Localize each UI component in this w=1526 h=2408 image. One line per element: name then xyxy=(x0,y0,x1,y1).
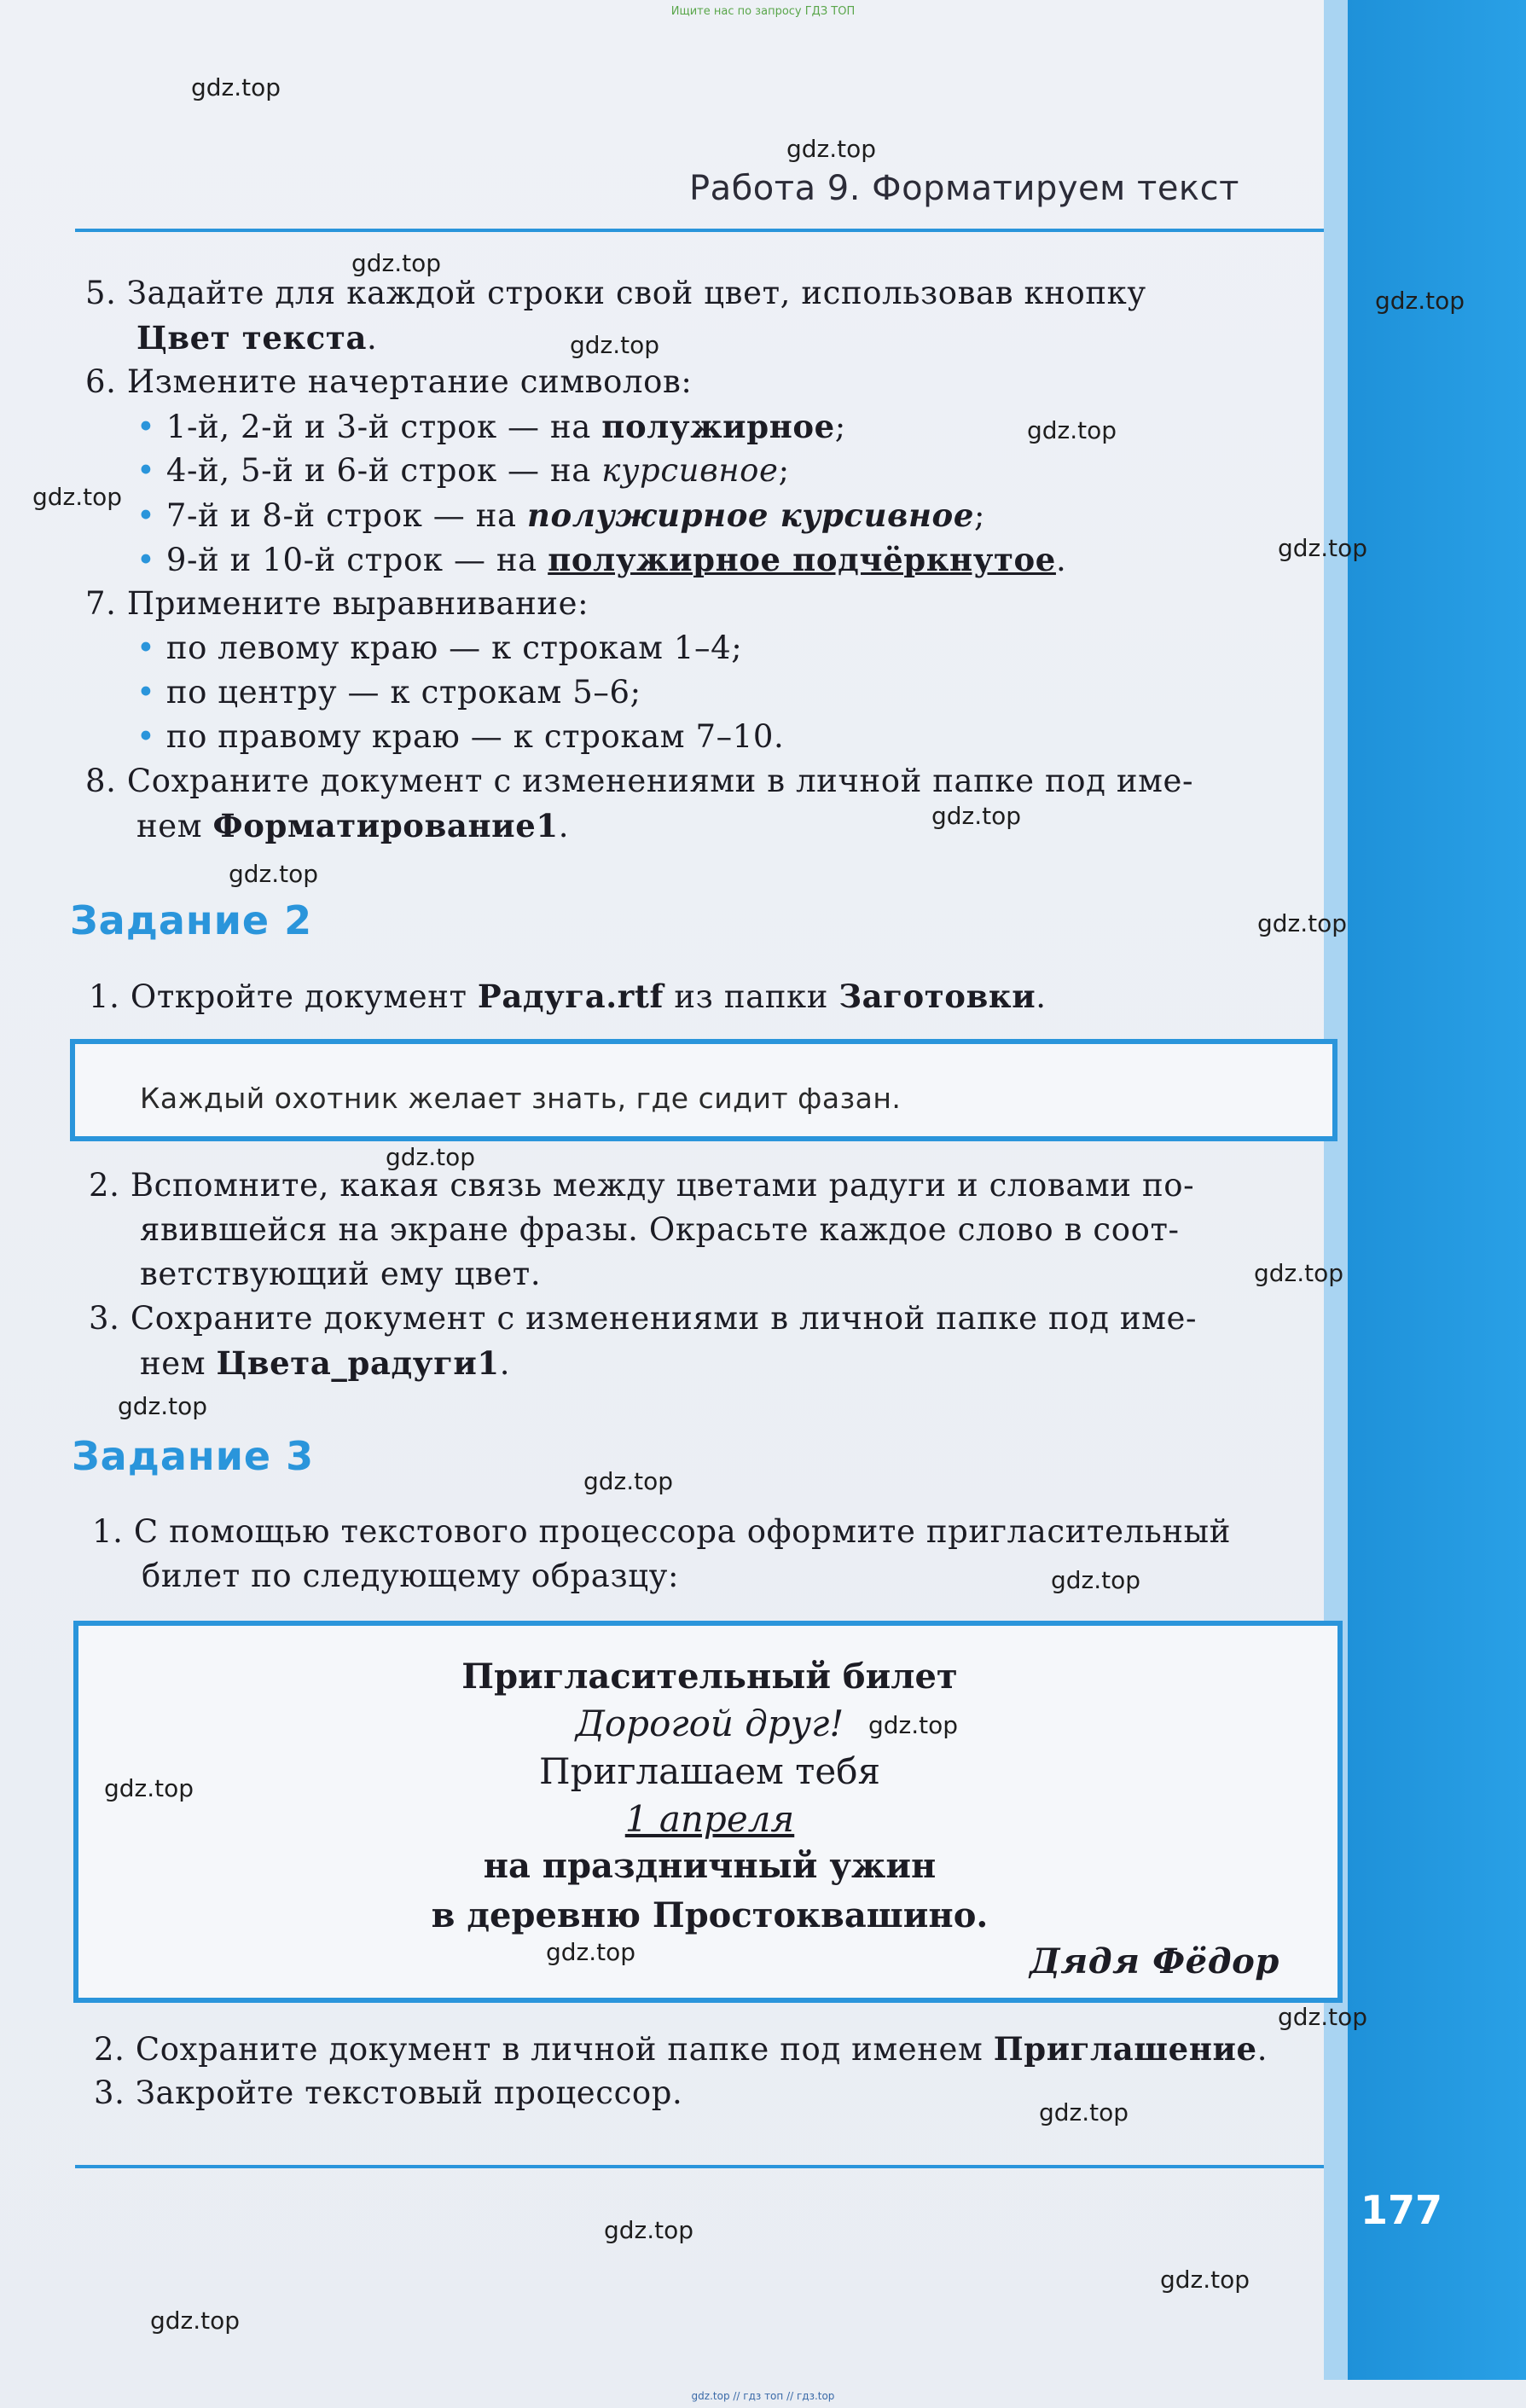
task-2-step-2-line-2: явившейся на экране фразы. Окрасьте каждое слово в соот- xyxy=(140,1211,1180,1248)
step-number: 8. xyxy=(85,763,117,799)
step-8 xyxy=(85,763,1193,799)
watermark: gdz.top xyxy=(150,2306,241,2335)
bullet-icon: • xyxy=(136,497,156,534)
task-2-step-3-cont: нем Цвета_радуги1. xyxy=(140,1344,511,1382)
step-text: нем xyxy=(140,1345,217,1382)
bullet-emph: полужирное xyxy=(601,408,835,445)
running-head: Работа 9. Форматируем текст xyxy=(689,169,1239,208)
invitation-title: Пригласительный билет xyxy=(461,1657,958,1697)
step-number: 2. xyxy=(94,2031,125,2068)
folder-name: Заготовки xyxy=(838,978,1036,1015)
step-text: Вспомните, какая связь между цветами радуги и словами по- xyxy=(130,1167,1195,1204)
watermark: gdz.top xyxy=(351,249,442,277)
watermark: gdz.top xyxy=(868,1711,959,1739)
task-2-step-1: 1. Откройте документ Радуга.rtf из папки Заготовки. xyxy=(89,978,1047,1015)
step-6 xyxy=(85,363,692,400)
bullet-align-3 xyxy=(136,718,784,755)
footer-rule xyxy=(75,2165,1324,2168)
bullet-text: по левому краю — к строкам 1–4; xyxy=(165,630,743,666)
watermark: gdz.top xyxy=(191,73,281,102)
bullet-icon: • xyxy=(136,674,156,711)
watermark: gdz.top xyxy=(1375,287,1465,315)
watermark: gdz.top xyxy=(104,1774,194,1802)
button-name: Цвет текста xyxy=(136,319,368,357)
invitation-event: на праздничный ужин xyxy=(483,1846,937,1886)
task-3-step-2: 2. Сохраните документ в личной папке под именем Приглашение. xyxy=(94,2030,1268,2068)
bullet-style-1: • 1-й, 2-й и 3-й строк — на полужирное; xyxy=(136,408,846,445)
step-8-cont: нем Форматирование1. xyxy=(136,807,570,844)
bullet-emph: полужирное курсивное xyxy=(527,496,974,534)
watermark: gdz.top xyxy=(1051,1566,1141,1594)
bullet-style-2: • 4-й, 5-й и 6-й строк — на курсивное; xyxy=(136,452,790,489)
bullet-icon: • xyxy=(136,409,156,445)
invitation-line: Приглашаем тебя xyxy=(538,1750,881,1792)
step-text: Откройте документ xyxy=(130,978,478,1015)
watermark: gdz.top xyxy=(1278,534,1368,562)
watermark: gdz.top xyxy=(1257,909,1348,937)
watermark: gdz.top xyxy=(786,135,877,163)
step-number: 5. xyxy=(85,275,117,311)
bullet-align-1 xyxy=(136,630,742,666)
step-number: 1. xyxy=(89,978,120,1015)
page-number: 177 xyxy=(1360,2187,1443,2233)
invitation-box xyxy=(73,1621,1343,2003)
watermark: gdz.top xyxy=(1254,1259,1344,1287)
task-2-step-3 xyxy=(89,1300,1197,1337)
step-number: 6. xyxy=(85,363,117,400)
bullet-emph: полужирное подчёркнутое xyxy=(548,541,1056,578)
step-7 xyxy=(85,585,589,622)
invitation-date: 1 апреля xyxy=(624,1798,795,1840)
watermark: gdz.top xyxy=(931,802,1022,830)
task-3-step-3 xyxy=(94,2074,682,2111)
bullet-align-2 xyxy=(136,674,641,711)
step-number: 1. xyxy=(92,1513,124,1550)
task-2-step-2 xyxy=(89,1167,1194,1204)
step-text: С помощью текстового процессора оформите пригласительный xyxy=(133,1513,1231,1550)
watermark: gdz.top xyxy=(1027,416,1117,444)
bullet-icon: • xyxy=(136,630,156,666)
watermark: gdz.top xyxy=(1278,2003,1368,2031)
step-number: 2. xyxy=(89,1167,120,1204)
sample-text-box xyxy=(70,1039,1337,1141)
task-3-step-1-cont: билет по следующему образцу: xyxy=(142,1558,680,1594)
bullet-style-3: • 7-й и 8-й строк — на полужирное курсивное; xyxy=(136,496,986,534)
watermark: gdz.top xyxy=(546,1938,636,1966)
step-number: 7. xyxy=(85,585,117,622)
file-name: Приглашение xyxy=(993,2030,1257,2068)
file-name: Радуга.rtf xyxy=(477,978,664,1015)
step-text: Сохраните документ в личной папке под именем xyxy=(135,2031,994,2068)
watermark: gdz.top xyxy=(32,483,123,511)
step-5-cont: Цвет текста. xyxy=(136,319,378,357)
watermark: gdz.top xyxy=(583,1467,674,1495)
invitation-place: в деревню Простоквашино. xyxy=(431,1895,989,1935)
bullet-emph: курсивное xyxy=(601,452,779,489)
bullet-icon: • xyxy=(136,452,156,489)
step-text: Измените начертание символов: xyxy=(126,363,693,400)
task-2-step-2-line-3: ветствующий ему цвет. xyxy=(140,1256,542,1292)
step-text: Закройте текстовый процессор. xyxy=(135,2074,683,2111)
file-name: Форматирование1 xyxy=(212,807,559,844)
bullet-text: по центру — к строкам 5–6; xyxy=(165,674,641,711)
file-name: Цвета_радуги1 xyxy=(216,1344,500,1382)
invitation-signature: Дядя Фёдор xyxy=(1030,1941,1279,1982)
bullet-icon: • xyxy=(136,542,156,578)
step-text: из папки xyxy=(664,978,839,1015)
bottom-note: gdz.top // гдз топ // гдз.top xyxy=(691,2390,835,2402)
step-text: Сохраните документ с изменениями в личной папке под име- xyxy=(126,763,1194,799)
bullet-text: 4-й, 5-й и 6-й строк — на xyxy=(165,452,602,489)
bullet-text: 7-й и 8-й строк — на xyxy=(165,497,528,534)
bullet-text: 9-й и 10-й строк — на xyxy=(165,542,548,578)
watermark: gdz.top xyxy=(604,2216,694,2244)
task-3-step-1 xyxy=(92,1513,1231,1550)
watermark: gdz.top xyxy=(1039,2098,1129,2127)
watermark: gdz.top xyxy=(229,860,319,888)
watermark: gdz.top xyxy=(118,1392,208,1420)
task-2-heading: Задание 2 xyxy=(70,897,313,943)
sample-text: Каждый охотник желает знать, где сидит фазан. xyxy=(140,1082,902,1115)
step-5 xyxy=(85,275,1146,311)
bullet-text: по правому краю — к строкам 7–10. xyxy=(165,718,785,755)
step-number: 3. xyxy=(94,2074,125,2111)
step-number: 3. xyxy=(89,1300,120,1337)
bullet-text: 1-й, 2-й и 3-й строк — на xyxy=(165,409,602,445)
bullet-icon: • xyxy=(136,718,156,755)
step-text: Примените выравнивание: xyxy=(126,585,589,622)
bullet-style-4: • 9-й и 10-й строк — на полужирное подчёркнутое. xyxy=(136,541,1067,578)
watermark: gdz.top xyxy=(570,331,660,359)
header-rule xyxy=(75,229,1324,232)
watermark: gdz.top xyxy=(1160,2266,1250,2294)
task-3-heading: Задание 3 xyxy=(72,1433,315,1479)
watermark: gdz.top xyxy=(386,1143,476,1171)
step-text: нем xyxy=(136,808,213,844)
invitation-greeting: Дорогой друг! xyxy=(575,1703,844,1744)
step-text: Задайте для каждой строки свой цвет, использовав кнопку xyxy=(126,275,1146,311)
step-text: Сохраните документ с изменениями в личной папке под име- xyxy=(130,1300,1198,1337)
top-note: Ищите нас по запросу ГДЗ ТОП xyxy=(670,5,856,18)
